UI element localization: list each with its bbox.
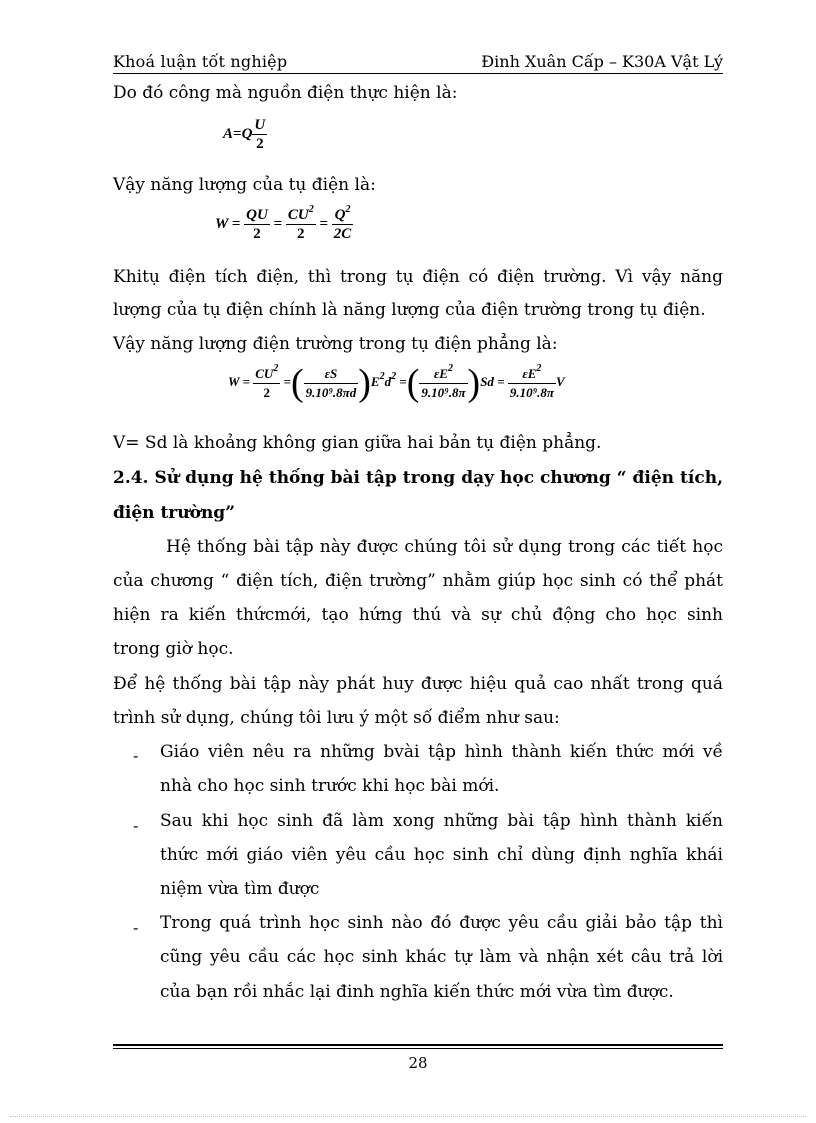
header-rule bbox=[113, 73, 723, 74]
footer-rule-thick bbox=[113, 1044, 723, 1046]
bullet-1-line2: nhà cho học sinh trước khi học bài mới. bbox=[160, 776, 500, 796]
formula-fraction: $\frac{U}{2}$ bbox=[254, 117, 266, 152]
paragraph-usage-line2: trình sử dụng, chúng tôi lưu ý một số điểm như sau: bbox=[113, 708, 560, 728]
bullet-1-line1: Giáo viên nêu ra những bvài tập hình thành kiến thức mới về bbox=[160, 742, 723, 762]
formula-equals: = bbox=[233, 125, 242, 142]
paragraph-system-line2: của chương “ điện tích, điện trường” nhằm giúp học sinh có thể phát bbox=[113, 571, 723, 591]
section-heading-line2: điện trường” bbox=[113, 503, 235, 523]
paragraph-capacitor-energy: Vậy năng lượng của tụ điện là: bbox=[113, 175, 376, 195]
header-author: Đinh Xuân Cấp – K30A Vật Lý bbox=[481, 52, 723, 71]
formula-fraction: $\frac{CU^2}{2}$ bbox=[255, 362, 279, 400]
page-boundary bbox=[10, 1116, 806, 1117]
formula-fraction: $\frac{\varepsilon E^2}{\text{9.10⁹.8π}}$ bbox=[421, 362, 466, 400]
formula-fraction: $\frac{\varepsilon S}{\text{9.10⁹.8πd}}$ bbox=[305, 365, 357, 400]
bullet-marker: - bbox=[133, 816, 139, 835]
bullet-marker: - bbox=[133, 918, 139, 937]
bullet-2-line1: Sau khi học sinh đã làm xong những bài tập hình thành kiến bbox=[160, 811, 723, 831]
header-title: Khoá luận tốt nghiệp bbox=[113, 52, 288, 71]
paragraph-system-line3: hiện ra kiến thứcmới, tạo hứng thú và sự chủ động cho học sinh bbox=[113, 605, 723, 625]
bullet-3-line3: của bạn rồi nhắc lại đinh nghĩa kiến thức mới vừa tìm được. bbox=[160, 982, 674, 1002]
formula-fraction: $\frac{Q^2}{2C}$ bbox=[333, 204, 352, 242]
formula-fraction: $\frac{CU^2}{2}$ bbox=[287, 204, 314, 242]
paragraph-system-line1: Hệ thống bài tập này được chúng tôi sử dụng trong các tiết học bbox=[166, 537, 723, 557]
bullet-2-line2: thức mới giáo viên yêu cầu học sinh chỉ dùng định nghĩa khái bbox=[160, 845, 723, 865]
page-number: 28 bbox=[408, 1054, 428, 1072]
page-header bbox=[113, 52, 723, 72]
formula-fraction: $\frac{\varepsilon E^2}{\text{9.10⁹.8π}}$ bbox=[509, 362, 554, 400]
paragraph-work-intro: Do đó công mà nguồn điện thực hiện là: bbox=[113, 83, 458, 103]
formula-capacitor-energy: W = $\frac{QU}{2}$ = $\frac{CU^2}{2}$ = $\frac{Q^2}{2C}$ bbox=[215, 204, 352, 242]
formula-symbol: A bbox=[223, 125, 234, 142]
bullet-2-line3: niệm vừa tìm được bbox=[160, 879, 320, 899]
paragraph-system-line4: trong giờ học. bbox=[113, 639, 234, 659]
bullet-marker: - bbox=[133, 746, 139, 765]
section-heading-line1: 2.4. Sử dụng hệ thống bài tập trong dạy học chương “ điện tích, bbox=[113, 468, 723, 488]
footer-rule-thin bbox=[113, 1048, 723, 1049]
formula-symbol: Q bbox=[241, 125, 253, 142]
paragraph-plate-capacitor: Vậy năng lượng điện trường trong tụ điện phẳng là: bbox=[113, 334, 558, 354]
formula-work bbox=[223, 116, 267, 153]
paragraph-usage-line1: Để hệ thống bài tập này phát huy được hiệu quả cao nhất trong quá bbox=[113, 674, 723, 694]
formula-field-energy: W = $\frac{CU^2}{2}$ =( $\frac{\varepsilon S}{\text{9.10⁹.8πd}}$ )$E^2d^2$ =( $\frac{\varepsilon E^2}{\text{9.10⁹.8π}}$ )Sd = $\frac{\varepsilon E^2}{\text{9.10⁹.8π}}$ V bbox=[228, 362, 565, 404]
bullet-3-line1: Trong quá trình học sinh nào đó được yêu cầu giải bảo tập thì bbox=[160, 913, 723, 933]
paragraph-volume: V= Sd là khoảng không gian giữa hai bản tụ điện phẳng. bbox=[113, 433, 602, 453]
formula-fraction: $\frac{QU}{2}$ bbox=[246, 207, 268, 242]
paragraph-field-line1: Khitụ điện tích điện, thì trong tụ điện có điện trường. Vì vậy năng bbox=[113, 267, 723, 287]
paragraph-field-line2: lượng của tụ điện chính là năng lượng của điện trường trong tụ điện. bbox=[113, 300, 706, 320]
bullet-3-line2: cũng yêu cầu các học sinh khác tự làm và nhận xét câu trả lời bbox=[160, 947, 723, 967]
